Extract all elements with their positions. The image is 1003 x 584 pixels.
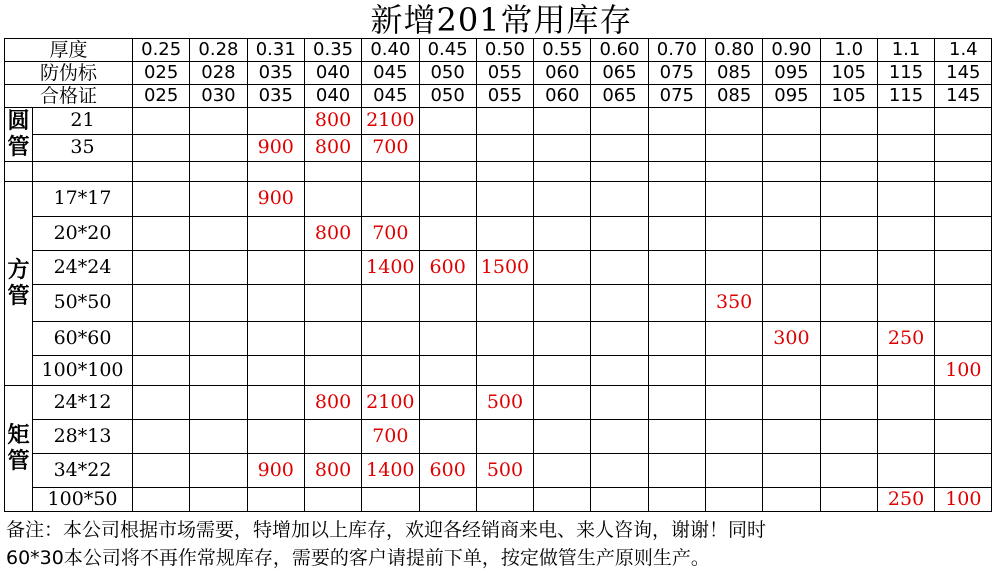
quantity-cell [591,216,648,250]
quantity-cell [648,453,705,487]
size-cell: 24*24 [33,250,133,284]
quantity-cell [705,385,762,419]
size-cell: 28*13 [33,419,133,453]
header-cell: 030 [190,85,247,108]
size-cell: 100*50 [33,487,133,511]
quantity-cell [534,385,591,419]
header-cell: 075 [648,85,705,108]
quantity-cell: 350 [705,284,762,321]
quantity-cell [648,419,705,453]
header-cell: 085 [705,62,762,85]
quantity-cell: 2100 [362,385,419,419]
table-row [5,216,992,250]
header-cell: 028 [190,62,247,85]
table-row [5,250,992,284]
quantity-cell [304,284,361,321]
table-row [5,134,992,161]
quantity-cell [820,453,877,487]
quantity-cell [877,250,934,284]
quantity-cell [705,108,762,135]
spacer-row [5,161,992,181]
table-row [5,321,992,355]
quantity-cell [247,216,304,250]
quantity-cell [362,321,419,355]
quantity-cell [419,216,476,250]
quantity-cell [935,453,992,487]
quantity-cell [591,487,648,511]
quantity-cell [820,419,877,453]
header-cell: 0.25 [133,39,190,62]
quantity-cell [591,385,648,419]
quantity-cell [591,355,648,385]
header-cell: 145 [935,62,992,85]
quantity-cell [133,134,190,161]
quantity-cell [419,321,476,355]
quantity-cell [304,321,361,355]
quantity-cell [190,134,247,161]
quantity-cell [820,250,877,284]
quantity-cell [648,181,705,216]
page-title: 新增201常用库存 [370,1,633,39]
header-cell: 1.0 [820,39,877,62]
quantity-cell [133,284,190,321]
size-cell: 60*60 [33,321,133,355]
quantity-cell [763,355,820,385]
quantity-cell [476,181,533,216]
quantity-cell [419,134,476,161]
header-cell: 060 [534,85,591,108]
quantity-cell [591,108,648,135]
header-cell: 145 [935,85,992,108]
quantity-cell [419,487,476,511]
quantity-cell [648,284,705,321]
quantity-cell [935,108,992,135]
header-cell: 0.45 [419,39,476,62]
quantity-cell [304,487,361,511]
quantity-cell [935,321,992,355]
quantity-cell [190,284,247,321]
quantity-cell [763,419,820,453]
quantity-cell [935,134,992,161]
header-cell: 065 [591,62,648,85]
quantity-cell [190,321,247,355]
header-cell: 025 [133,62,190,85]
table-row [5,181,992,216]
quantity-cell [534,284,591,321]
header-cell: 0.40 [362,39,419,62]
header-cell: 0.55 [534,39,591,62]
header-cell: 045 [362,62,419,85]
quantity-cell [133,321,190,355]
header-cell: 0.90 [763,39,820,62]
quantity-cell [877,216,934,250]
quantity-cell [820,216,877,250]
header-cell: 115 [877,85,934,108]
quantity-cell [648,216,705,250]
quantity-cell [877,355,934,385]
quantity-cell [247,355,304,385]
quantity-cell [820,134,877,161]
quantity-cell [304,355,361,385]
quantity-cell [763,108,820,135]
size-cell: 35 [33,134,133,161]
quantity-cell: 1400 [362,453,419,487]
quantity-cell [705,181,762,216]
quantity-cell [763,453,820,487]
quantity-cell [763,385,820,419]
quantity-cell [534,181,591,216]
quantity-cell [591,284,648,321]
quantity-cell: 100 [935,355,992,385]
quantity-cell: 900 [247,181,304,216]
quantity-cell [877,453,934,487]
quantity-cell [935,385,992,419]
group-label: 圆 管 [5,108,33,162]
quantity-cell [534,355,591,385]
header-cell: 095 [763,85,820,108]
quantity-cell [705,419,762,453]
quantity-cell: 800 [304,385,361,419]
quantity-cell [190,487,247,511]
header-cell: 0.60 [591,39,648,62]
quantity-cell [419,108,476,135]
quantity-cell [648,250,705,284]
quantity-cell [820,181,877,216]
quantity-cell [591,453,648,487]
quantity-cell [534,134,591,161]
quantity-cell [190,355,247,385]
header-cell: 0.31 [247,39,304,62]
quantity-cell [591,134,648,161]
quantity-cell [476,321,533,355]
quantity-cell [534,487,591,511]
quantity-cell [877,134,934,161]
quantity-cell [591,181,648,216]
quantity-cell [820,355,877,385]
quantity-cell [190,181,247,216]
quantity-cell [591,321,648,355]
quantity-cell: 1500 [476,250,533,284]
stock-table [4,38,992,512]
quantity-cell [534,419,591,453]
header-cell: 1.1 [877,39,934,62]
quantity-cell [419,355,476,385]
quantity-cell [648,355,705,385]
size-cell: 20*20 [33,216,133,250]
group-label: 方 管 [5,181,33,385]
header-row [5,39,992,62]
quantity-cell [705,250,762,284]
quantity-cell [133,250,190,284]
quantity-cell [820,321,877,355]
quantity-cell [133,181,190,216]
quantity-cell: 300 [763,321,820,355]
quantity-cell [763,284,820,321]
quantity-cell: 2100 [362,108,419,135]
quantity-cell [419,385,476,419]
table-row [5,355,992,385]
quantity-cell [935,250,992,284]
quantity-cell [133,108,190,135]
quantity-cell [877,284,934,321]
quantity-cell [820,487,877,511]
quantity-cell [247,385,304,419]
header-cell: 115 [877,62,934,85]
header-cell: 050 [419,85,476,108]
header-cell: 035 [247,62,304,85]
quantity-cell [705,321,762,355]
size-cell: 34*22 [33,453,133,487]
quantity-cell [534,216,591,250]
quantity-cell [820,108,877,135]
quantity-cell [247,321,304,355]
quantity-cell [247,284,304,321]
quantity-cell [534,250,591,284]
quantity-cell [304,419,361,453]
quantity-cell [935,284,992,321]
size-cell: 24*12 [33,385,133,419]
header-cell: 040 [304,62,361,85]
quantity-cell [476,355,533,385]
quantity-cell: 100 [935,487,992,511]
quantity-cell [476,419,533,453]
quantity-cell [534,108,591,135]
quantity-cell [476,216,533,250]
quantity-cell [877,419,934,453]
header-cell: 0.80 [705,39,762,62]
header-cell: 045 [362,85,419,108]
quantity-cell [476,487,533,511]
header-cell: 0.35 [304,39,361,62]
quantity-cell [935,216,992,250]
quantity-cell [877,181,934,216]
size-cell: 17*17 [33,181,133,216]
header-label: 防伪标 [5,62,133,85]
note [6,516,996,572]
header-cell: 075 [648,62,705,85]
quantity-cell [705,355,762,385]
quantity-cell [877,108,934,135]
quantity-cell [705,134,762,161]
quantity-cell [133,355,190,385]
quantity-cell [648,108,705,135]
quantity-cell [534,453,591,487]
header-cell: 055 [476,85,533,108]
size-cell: 100*100 [33,355,133,385]
quantity-cell [133,216,190,250]
quantity-cell [648,134,705,161]
quantity-cell: 250 [877,487,934,511]
quantity-cell: 700 [362,216,419,250]
header-label: 合格证 [5,85,133,108]
quantity-cell [534,321,591,355]
quantity-cell: 800 [304,134,361,161]
quantity-cell [362,487,419,511]
quantity-cell [935,419,992,453]
quantity-cell [476,108,533,135]
quantity-cell [133,419,190,453]
quantity-cell [190,216,247,250]
quantity-cell [763,181,820,216]
quantity-cell [763,134,820,161]
quantity-cell: 1400 [362,250,419,284]
header-cell: 105 [820,85,877,108]
quantity-cell [705,453,762,487]
quantity-cell: 800 [304,108,361,135]
header-cell: 040 [304,85,361,108]
quantity-cell [763,216,820,250]
quantity-cell: 600 [419,453,476,487]
quantity-cell [362,355,419,385]
quantity-cell: 250 [877,321,934,355]
quantity-cell [591,419,648,453]
quantity-cell [419,419,476,453]
quantity-cell: 700 [362,134,419,161]
header-cell: 035 [247,85,304,108]
group-label: 矩 管 [5,385,33,511]
header-cell: 085 [705,85,762,108]
quantity-cell [190,385,247,419]
quantity-cell [304,250,361,284]
quantity-cell [476,284,533,321]
header-cell: 1.4 [935,39,992,62]
header-cell: 060 [534,62,591,85]
quantity-cell [190,250,247,284]
note-line-1: 备注：本公司根据市场需要，特增加以上库存，欢迎各经销商来电、来人咨询，谢谢！同时 [6,519,767,541]
quantity-cell: 900 [247,134,304,161]
table-row [5,453,992,487]
header-cell: 0.50 [476,39,533,62]
quantity-cell: 700 [362,419,419,453]
quantity-cell [648,321,705,355]
quantity-cell [705,487,762,511]
quantity-cell [935,181,992,216]
header-cell: 050 [419,62,476,85]
quantity-cell [877,385,934,419]
quantity-cell [648,385,705,419]
header-cell: 0.70 [648,39,705,62]
table-row [5,385,992,419]
quantity-cell [133,487,190,511]
quantity-cell [591,250,648,284]
size-cell: 50*50 [33,284,133,321]
table-row [5,284,992,321]
quantity-cell [362,284,419,321]
quantity-cell [190,453,247,487]
quantity-cell [304,181,361,216]
quantity-cell [648,487,705,511]
quantity-cell [419,181,476,216]
quantity-cell: 800 [304,216,361,250]
quantity-cell [763,487,820,511]
header-cell: 0.28 [190,39,247,62]
header-label: 厚度 [5,39,133,62]
quantity-cell: 800 [304,453,361,487]
table-row [5,487,992,511]
quantity-cell [247,250,304,284]
table-row [5,419,992,453]
quantity-cell: 900 [247,453,304,487]
quantity-cell [190,108,247,135]
header-cell: 055 [476,62,533,85]
quantity-cell: 500 [476,453,533,487]
quantity-cell: 600 [419,250,476,284]
quantity-cell [133,453,190,487]
quantity-cell [763,250,820,284]
quantity-cell [133,385,190,419]
quantity-cell: 500 [476,385,533,419]
quantity-cell [476,134,533,161]
size-cell: 21 [33,108,133,135]
header-cell: 095 [763,62,820,85]
quantity-cell [820,385,877,419]
header-row [5,62,992,85]
quantity-cell [419,284,476,321]
quantity-cell [190,419,247,453]
table-row [5,108,992,135]
header-row [5,85,992,108]
header-cell: 065 [591,85,648,108]
header-cell: 025 [133,85,190,108]
quantity-cell [247,108,304,135]
quantity-cell [247,487,304,511]
quantity-cell [705,216,762,250]
note-line-2: 60*30本公司将不再作常规库存，需要的客户请提前下单，按定做管生产原则生产。 [6,547,710,569]
quantity-cell [820,284,877,321]
quantity-cell [362,181,419,216]
quantity-cell [247,419,304,453]
header-cell: 105 [820,62,877,85]
